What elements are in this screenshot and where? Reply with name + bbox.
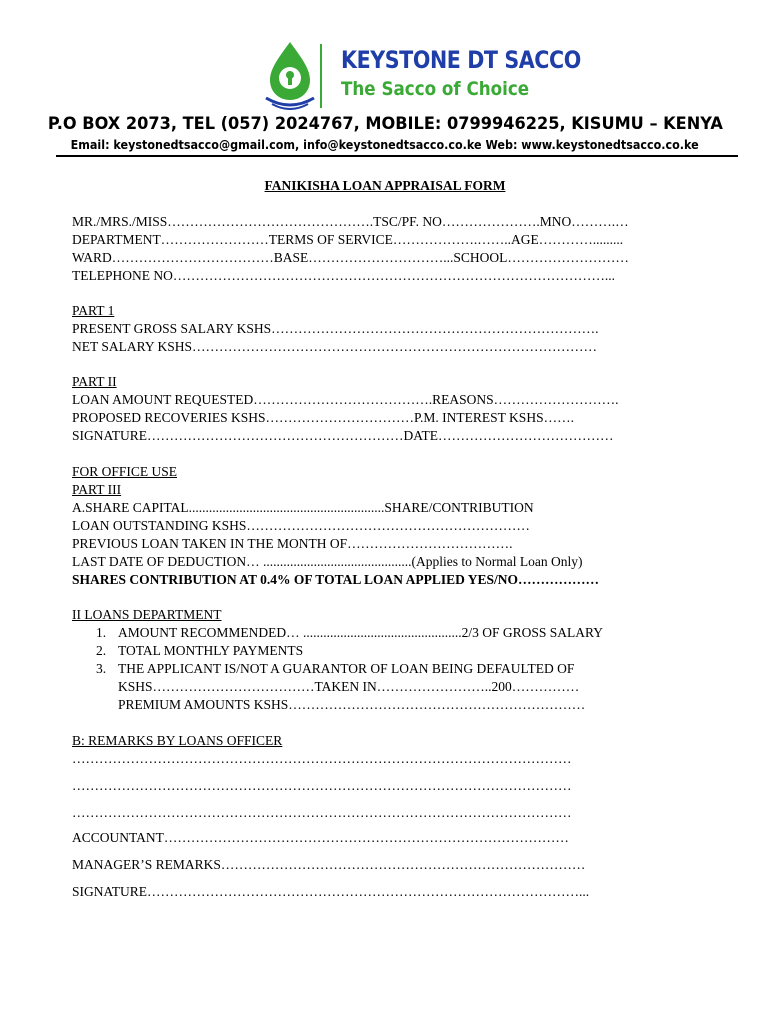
telephone-field-line: TELEPHONE NO……………………………………………………………………………………... <box>72 268 615 283</box>
header-rule <box>56 155 738 157</box>
name-field-line: MR./MRS./MISS……………………………………….TSC/PF. NO………………….MNO……….… <box>72 214 629 229</box>
list-number: 1. <box>96 625 107 640</box>
applicant-signature-line: SIGNATURE…………………………………………………DATE………………………………… <box>72 428 614 443</box>
logo-divider <box>320 44 322 108</box>
ward-field-line: WARD………………………………BASE…………………………...SCHOOL……………………… <box>72 250 629 265</box>
part1-heading: PART 1 <box>72 303 115 318</box>
form-title: FANIKISHA LOAN APPRAISAL FORM <box>264 178 506 193</box>
gross-salary-line: PRESENT GROSS SALARY KSHS………………………………………………………………. <box>72 321 599 336</box>
previous-loan-line: PREVIOUS LOAN TAKEN IN THE MONTH OF………………………………. <box>72 536 513 551</box>
officer-signature-line: SIGNATURE……………………………………………………………………………………... <box>72 884 590 899</box>
letterhead <box>0 36 770 116</box>
contact-line <box>0 138 770 152</box>
loan-outstanding-line: LOAN OUTSTANDING KSHS……………………………………………………… <box>72 518 530 533</box>
shares-contribution-line: SHARES CONTRIBUTION AT 0.4% OF TOTAL LOAN APPLIED YES/NO……………… <box>72 572 599 587</box>
list-number: 2. <box>96 643 107 658</box>
contact-text: Email: keystonedtsacco@gmail.com, info@keystonedtsacco.co.ke Web: www.keystonedtsacco.co.ke <box>70 138 700 152</box>
net-salary-line: NET SALARY KSHS……………………………………………………………………………… <box>72 339 598 354</box>
loans-department-heading: II LOANS DEPARTMENT <box>72 607 222 622</box>
department-field-line: DEPARTMENT……………………TERMS OF SERVICE……………….……..AGE…………......... <box>72 232 624 247</box>
address-text: P.O BOX 2073, TEL (057) 2024767, MOBILE: 0799946225, KISUMU – KENYA <box>47 114 723 133</box>
part3-heading: PART III <box>72 482 122 497</box>
share-capital-line: A.SHARE CAPITAL..........................................................SHARE/CONTRIBUTION <box>72 500 534 515</box>
monthly-payments-line: TOTAL MONTHLY PAYMENTS <box>118 643 304 658</box>
remarks-heading: B: REMARKS BY LOANS OFFICER <box>72 733 283 748</box>
recoveries-line: PROPOSED RECOVERIES KSHS……………………………P.M. INTEREST KSHS……. <box>72 410 574 425</box>
premium-amounts-line: PREMIUM AMOUNTS KSHS………………………………………………………… <box>118 697 586 712</box>
part2-heading: PART II <box>72 374 117 389</box>
org-name: KEYSTONE DT SACCO <box>341 46 581 74</box>
amount-recommended-line: AMOUNT RECOMMENDED… ...............................................2/3 OF GROSS SALARY <box>118 625 604 640</box>
office-use-heading: FOR OFFICE USE <box>72 464 178 479</box>
last-deduction-line: LAST DATE OF DEDUCTION… ............................................(Applies to Normal Loan Only) <box>72 554 583 569</box>
accountant-line: ACCOUNTANT……………………………………………………………………………… <box>72 830 569 845</box>
guarantor-line: THE APPLICANT IS/NOT A GUARANTOR OF LOAN BEING DEFAULTED OF <box>118 661 575 676</box>
guarantor-kshs-line: KSHS………………………………TAKEN IN……………………..200…………… <box>118 679 580 694</box>
remarks-line: ………………………………………………………………………………………………… <box>72 751 572 766</box>
sacco-logo-icon <box>262 40 318 110</box>
remarks-line: ………………………………………………………………………………………………… <box>72 778 572 793</box>
address-line <box>0 114 770 133</box>
list-number: 3. <box>96 661 107 676</box>
loan-amount-line: LOAN AMOUNT REQUESTED………………………………….REASONS………………………. <box>72 392 619 407</box>
remarks-line: ………………………………………………………………………………………………… <box>72 805 572 820</box>
org-tagline: The Sacco of Choice <box>341 78 530 100</box>
manager-remarks-line: MANAGER’S REMARKS……………………………………………………………………… <box>72 857 586 872</box>
